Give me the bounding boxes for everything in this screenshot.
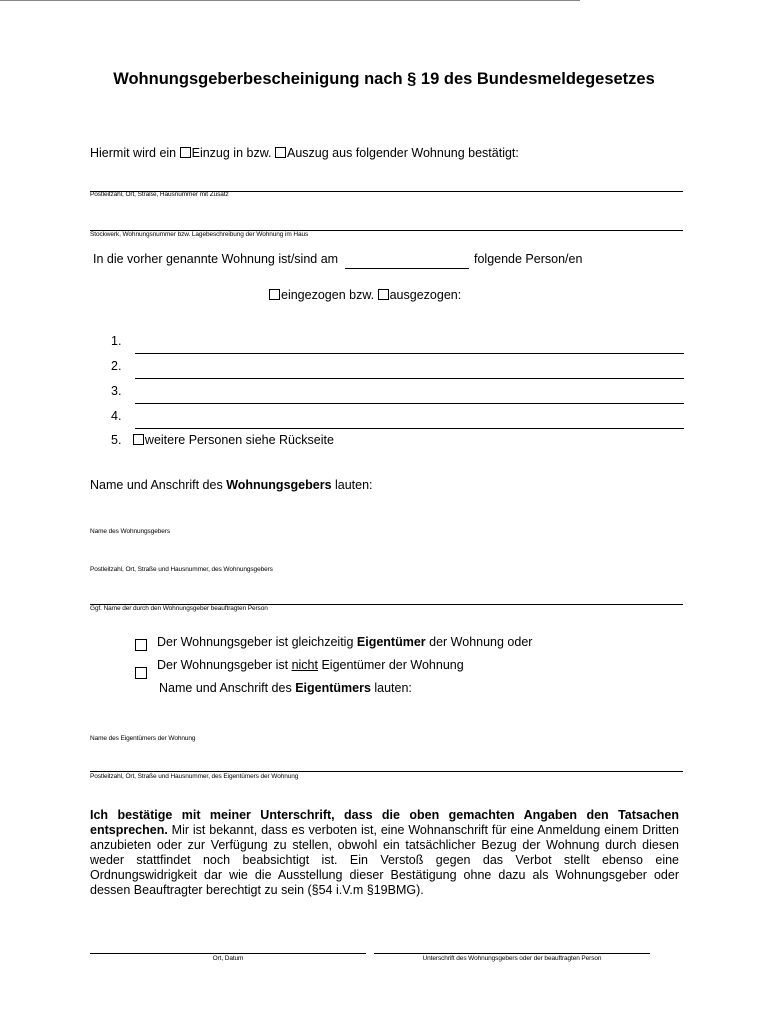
landlord-agent-label: Ggf. Name der durch den Wohnungsgeber beauftragten Person <box>90 605 268 612</box>
owner-checkbox[interactable] <box>135 639 147 651</box>
owner-heading-bold: Eigentümers <box>295 681 371 695</box>
auszug-checkbox[interactable] <box>275 147 286 158</box>
person-number: 4. <box>111 409 122 423</box>
owner-heading-suffix: lauten: <box>370 681 412 695</box>
page-title: Wohnungsgeberbescheinigung nach § 19 des Bundesmeldegesetzes <box>113 70 655 88</box>
floor-field[interactable] <box>90 230 683 231</box>
not-owner-checkbox[interactable] <box>135 667 147 679</box>
date-sentence-prefix: In die vorher genannte Wohnung ist/sind am <box>93 252 339 266</box>
owner-address-label: Postleitzahl, Ort, Straße und Hausnummer, des Eigentümers der Wohnung <box>90 773 299 780</box>
street-field[interactable] <box>90 191 683 192</box>
signature-field[interactable] <box>374 953 650 954</box>
landlord-name-label: Name des Wohnungsgebers <box>90 528 170 535</box>
owner-name-label: Name des Eigentümers der Wohnung <box>90 735 196 742</box>
date-field[interactable] <box>345 268 469 269</box>
declaration-text: Mir ist bekannt, dass es verboten ist, eine Wohnanschrift für eine Anmeldung einem Dritten anzubieten oder zur Verfügung zu stellen, obwohl ein tatsächlicher Bezug der Wohnung durch diesen weder stattfindet noch beabsichtigt ist. Ein Verstoß gegen das Verbot stellt ebenso eine Ordnungswidrigkeit dar wie die Ausstellung dieser Bestätigung ohne dazu als Wohnungsgeber oder dessen Beauftragter berechtigt zu sein (§54 i.V.m §19BMG). <box>90 823 679 897</box>
date-sentence-suffix: folgende Person/en <box>474 252 583 266</box>
ausgezogen-label: ausgezogen: <box>389 288 462 302</box>
ausgezogen-checkbox[interactable] <box>378 289 389 300</box>
owner-option-prefix: Der Wohnungsgeber ist gleichzeitig <box>157 635 357 649</box>
eingezogen-label: eingezogen bzw. <box>281 288 378 302</box>
not-owner-option <box>157 658 464 672</box>
not-owner-underlined: nicht <box>291 658 318 672</box>
owner-heading-prefix: Name und Anschrift des <box>159 681 296 695</box>
landlord-address-label: Postleitzahl, Ort, Straße und Hausnummer, des Wohnungsgebers <box>90 566 273 573</box>
person-5-row <box>111 433 334 447</box>
landlord-heading <box>90 478 373 492</box>
more-persons-checkbox[interactable] <box>133 434 144 445</box>
person-field-3[interactable] <box>135 403 684 404</box>
einzug-label: Einzug in bzw. <box>191 146 275 160</box>
floor-label: Stockwerk, Wohnungsnummer bzw. Lagebeschreibung der Wohnung im Haus <box>90 231 309 238</box>
street-label: Postleitzahl, Ort, Straße, Hausnummer mit Zusatz <box>90 191 229 198</box>
person-number: 2. <box>111 359 122 373</box>
person-number: 1. <box>111 334 122 348</box>
auszug-label: Auszug aus folgender Wohnung bestätigt: <box>287 146 519 160</box>
landlord-heading-suffix: lauten: <box>331 478 373 492</box>
owner-option <box>157 635 532 649</box>
move-options <box>269 288 461 302</box>
place-date-label: Ort, Datum <box>212 955 244 962</box>
more-persons-label: weitere Personen siehe Rückseite <box>144 433 334 447</box>
person-number: 3. <box>111 384 122 398</box>
person-number: 5. <box>111 433 122 447</box>
declaration-paragraph <box>90 808 679 898</box>
place-date-field[interactable] <box>90 953 366 954</box>
intro-line <box>90 146 519 160</box>
person-field-4[interactable] <box>135 428 684 429</box>
not-owner-suffix: Eigentümer der Wohnung <box>317 658 464 672</box>
landlord-heading-prefix: Name und Anschrift des <box>90 478 227 492</box>
owner-option-suffix: der Wohnung oder <box>425 635 533 649</box>
owner-heading <box>159 681 412 695</box>
top-rule <box>0 0 580 1</box>
eingezogen-checkbox[interactable] <box>269 289 280 300</box>
not-owner-prefix: Der Wohnungsgeber ist <box>157 658 292 672</box>
owner-address-field[interactable] <box>90 771 683 772</box>
intro-prefix: Hiermit wird ein <box>90 146 180 160</box>
person-field-1[interactable] <box>135 353 684 354</box>
person-field-2[interactable] <box>135 378 684 379</box>
landlord-heading-bold: Wohnungsgebers <box>226 478 332 492</box>
signature-label: Unterschrift des Wohnungsgebers oder der beauftragten Person <box>422 955 602 962</box>
declaration-bold: Ich bestätige mit meiner Unterschrift, dass die oben gemachten Angaben den Tatsachen entsprechen. <box>90 808 679 837</box>
einzug-checkbox[interactable] <box>180 147 191 158</box>
owner-option-bold: Eigentümer <box>356 635 426 649</box>
